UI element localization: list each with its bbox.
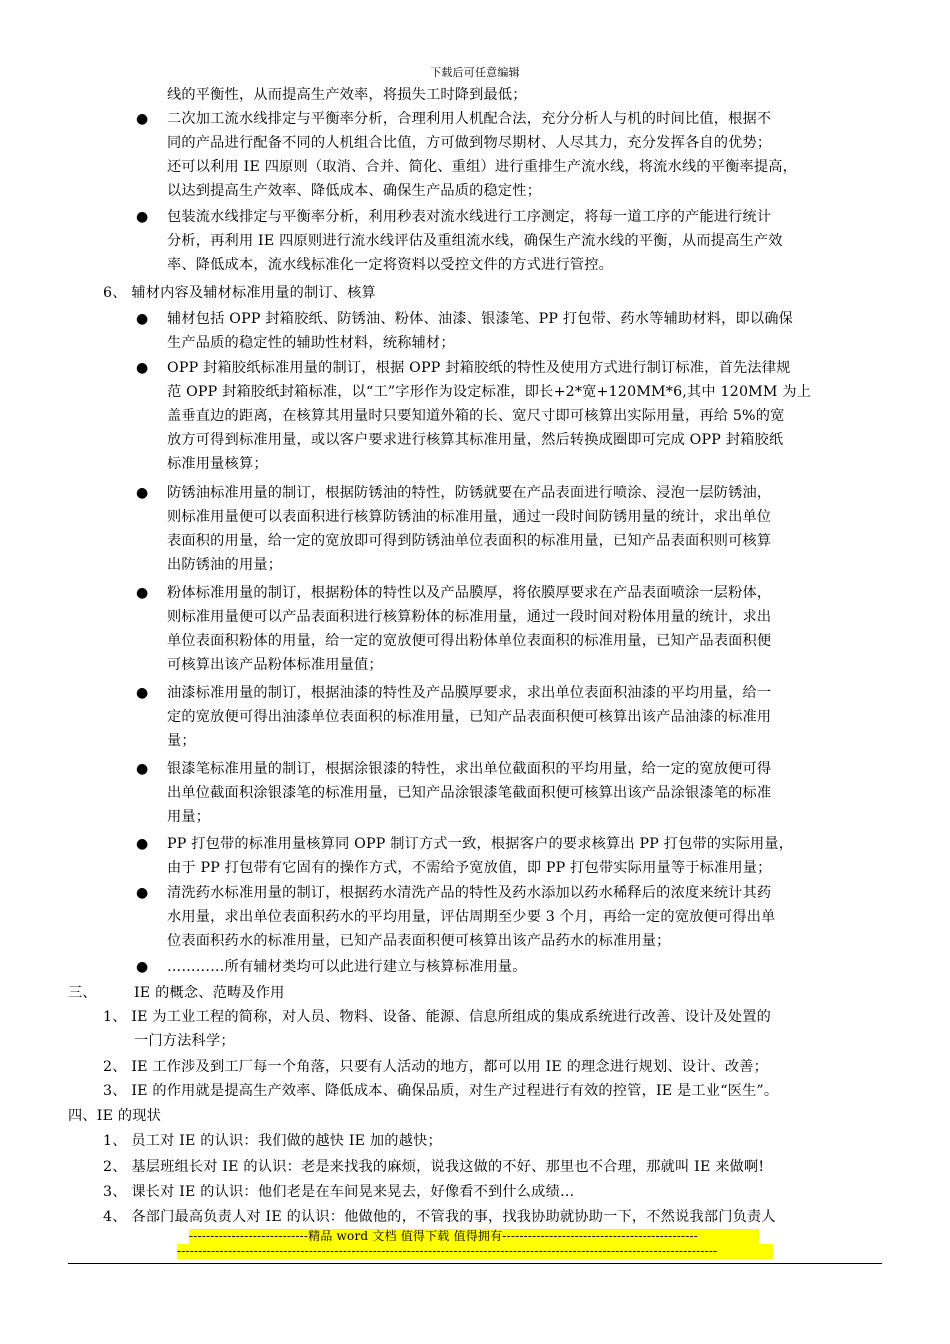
bullet-icon: ● <box>136 209 149 225</box>
text-line: 用量； <box>167 809 211 825</box>
text-line: 表面积的用量，给一定的宽放即可得到防锈油单位表面积的标准用量，已知产品表面积则可核算 <box>167 533 772 549</box>
text-line: 出防锈油的用量； <box>167 557 283 573</box>
text-line: 则标准用量便可以产品表面积进行核算粉体的标准用量，通过一段时间对粉体用量的统计，求出 <box>167 609 772 625</box>
text-line: 粉体标准用量的制订，根据粉体的特性以及产品膜厚，将依膜厚要求在产品表面喷涂一层粉体， <box>167 585 772 601</box>
footer-banner-text: ----------------------------精品 word 文档 值得下载 值得拥有---------------------------------------------- <box>189 1229 759 1244</box>
text-line: 一门方法科学； <box>134 1033 235 1049</box>
text-line: 位表面积药水的标准用量，已知产品表面积便可核算出该产品药水的标准用量； <box>167 933 671 949</box>
text-line: 以达到提高生产效率、降低成本、确保生产品质的稳定性； <box>167 183 542 199</box>
text-line: 油漆标准用量的制订，根据油漆的特性及产品膜厚要求，求出单位表面积油漆的平均用量，给一 <box>167 685 772 701</box>
bullet-icon: ● <box>136 959 149 975</box>
bullet-icon: ● <box>136 585 149 601</box>
text-line: 包装流水线排定与平衡率分析，利用秒表对流水线进行工序测定，将每一道工序的产能进行统计 <box>167 209 772 225</box>
text-line: 盖垂直边的距离，在核算其用量时只要知道外箱的长、宽尺寸即可核算出实际用量，再给 5%的宽 <box>167 408 785 424</box>
text-line: 放方可得到标准用量，或以客户要求进行核算其标准用量，然后转换成圈即可完成 OPP 封箱胶纸 <box>167 432 784 448</box>
text-line: 单位表面积粉体的用量，给一定的宽放便可得出粉体单位表面积的标准用量，已知产品表面积便 <box>167 633 772 649</box>
text-line: 辅材包括 OPP 封箱胶纸、防锈油、粉体、油漆、银漆笔、PP 打包带、药水等辅助材料，即以确保 <box>167 311 794 327</box>
text-line: 生产品质的稳定性的辅助性材料，统称辅材； <box>167 335 455 351</box>
text-line: 出单位截面积涂银漆笔的标准用量，已知产品涂银漆笔截面积便可核算出该产品涂银漆笔的标准 <box>167 785 772 801</box>
text-line: 可核算出该产品粉体标准用量值； <box>167 657 383 673</box>
text-line: 分析，再利用 IE 四原则进行流水线评估及重组流水线，确保生产流水线的平衡，从而提高生产效 <box>167 233 783 249</box>
text-line: 还可以利用 IE 四原则（取消、合并、简化、重组）进行重排生产流水线，将流水线的平衡率提高， <box>167 159 798 175</box>
text-line: 量； <box>167 733 196 749</box>
text-line: 线的平衡性，从而提高生产效率，将损失工时降到最低； <box>167 87 527 103</box>
bullet-icon: ● <box>136 836 149 852</box>
text-line: 水用量，求出单位表面积药水的平均用量，评估周期至少要 3 个月，再给一定的宽放便可得出单 <box>167 909 776 925</box>
text-line: 4、 各部门最高负责人对 IE 的认识：他做他的，不管我的事，找我协助就协助一下，不然说我部门负责人 <box>103 1209 776 1225</box>
footer-banner-dashes: ------------------------------------------------------------------------------------------------------------------------------- <box>177 1244 773 1259</box>
text-line: 三、 <box>68 985 97 1001</box>
text-line: OPP 封箱胶纸标准用量的制订，根据 OPP 封箱胶纸的特性及使用方式进行制订标准，首先法律规 <box>167 360 791 376</box>
text-line: 由于 PP 打包带有它固有的操作方式，不需给予宽放值，即 PP 打包带实际用量等于标准用量； <box>167 860 772 876</box>
bullet-icon: ● <box>136 311 149 327</box>
bullet-icon: ● <box>136 685 149 701</box>
text-line: 二次加工流水线排定与平衡率分析，合理利用人机配合法，充分分析人与机的时间比值，根据不 <box>167 111 772 127</box>
text-line: 同的产品进行配备不同的人机组合比值，方可做到物尽期材、人尽其力，充分发挥各自的优势； <box>167 135 772 151</box>
text-line: 范 OPP 封箱胶纸封箱标准，以“工”字形作为设定标准，即长+2*宽+120MM*6,其中 120MM 为上 <box>167 384 812 400</box>
text-line: 1、 IE 为工业工程的简称，对人员、物料、设备、能源、信息所组成的集成系统进行改善、设计及处置的 <box>103 1009 772 1025</box>
bullet-icon: ● <box>136 761 149 777</box>
page-header: 下载后可任意编辑 <box>430 66 520 79</box>
text-line: …………所有辅材类均可以此进行建立与核算标准用量。 <box>167 959 527 975</box>
bullet-icon: ● <box>136 885 149 901</box>
footer-rule <box>68 1263 882 1264</box>
bullet-icon: ● <box>136 360 149 376</box>
text-line: 银漆笔标准用量的制订，根据涂银漆的特性，求出单位截面积的平均用量，给一定的宽放便可得 <box>167 761 772 777</box>
text-line: 四、IE 的现状 <box>68 1108 162 1124</box>
text-line: 定的宽放便可得出油漆单位表面积的标准用量，已知产品表面积便可核算出该产品油漆的标准用 <box>167 709 772 725</box>
text-line: PP 打包带的标准用量核算同 OPP 制订方式一致，根据客户的要求核算出 PP 打包带的实际用量， <box>167 836 794 852</box>
text-line: 2、 基层班组长对 IE 的认识：老是来找我的麻烦，说我这做的不好、那里也不合理，那就叫 IE 来做啊! <box>103 1159 765 1175</box>
text-line: 率、降低成本，流水线标准化一定将资料以受控文件的方式进行管控。 <box>167 257 614 273</box>
text-line: 6、 辅材内容及辅材标准用量的制订、核算 <box>103 285 376 301</box>
text-line: 2、 IE 工作涉及到工厂每一个角落，只要有人活动的地方，都可以用 IE 的理念进行规划、设计、改善； <box>103 1059 769 1075</box>
text-line: IE 的概念、范畴及作用 <box>134 985 285 1001</box>
text-line: 清洗药水标准用量的制订，根据药水清洗产品的特性及药水添加以药水稀释后的浓度来统计其药 <box>167 885 772 901</box>
bullet-icon: ● <box>136 485 149 501</box>
text-line: 防锈油标准用量的制订，根据防锈油的特性，防锈就要在产品表面进行喷涂、浸泡一层防锈油， <box>167 485 772 501</box>
text-line: 3、 课长对 IE 的认识：他们老是在车间晃来晃去，好像看不到什么成绩… <box>103 1184 575 1200</box>
text-line: 则标准用量便可以表面积进行核算防锈油的标准用量，通过一段时间防锈用量的统计，求出单位 <box>167 509 772 525</box>
text-line: 1、 员工对 IE 的认识：我们做的越快 IE 加的越快； <box>103 1133 442 1149</box>
text-line: 3、 IE 的作用就是提高生产效率、降低成本、确保品质，对生产过程进行有效的控管，IE 是工业“医生”。 <box>103 1083 779 1099</box>
bullet-icon: ● <box>136 111 149 127</box>
text-line: 标准用量核算； <box>167 456 268 472</box>
